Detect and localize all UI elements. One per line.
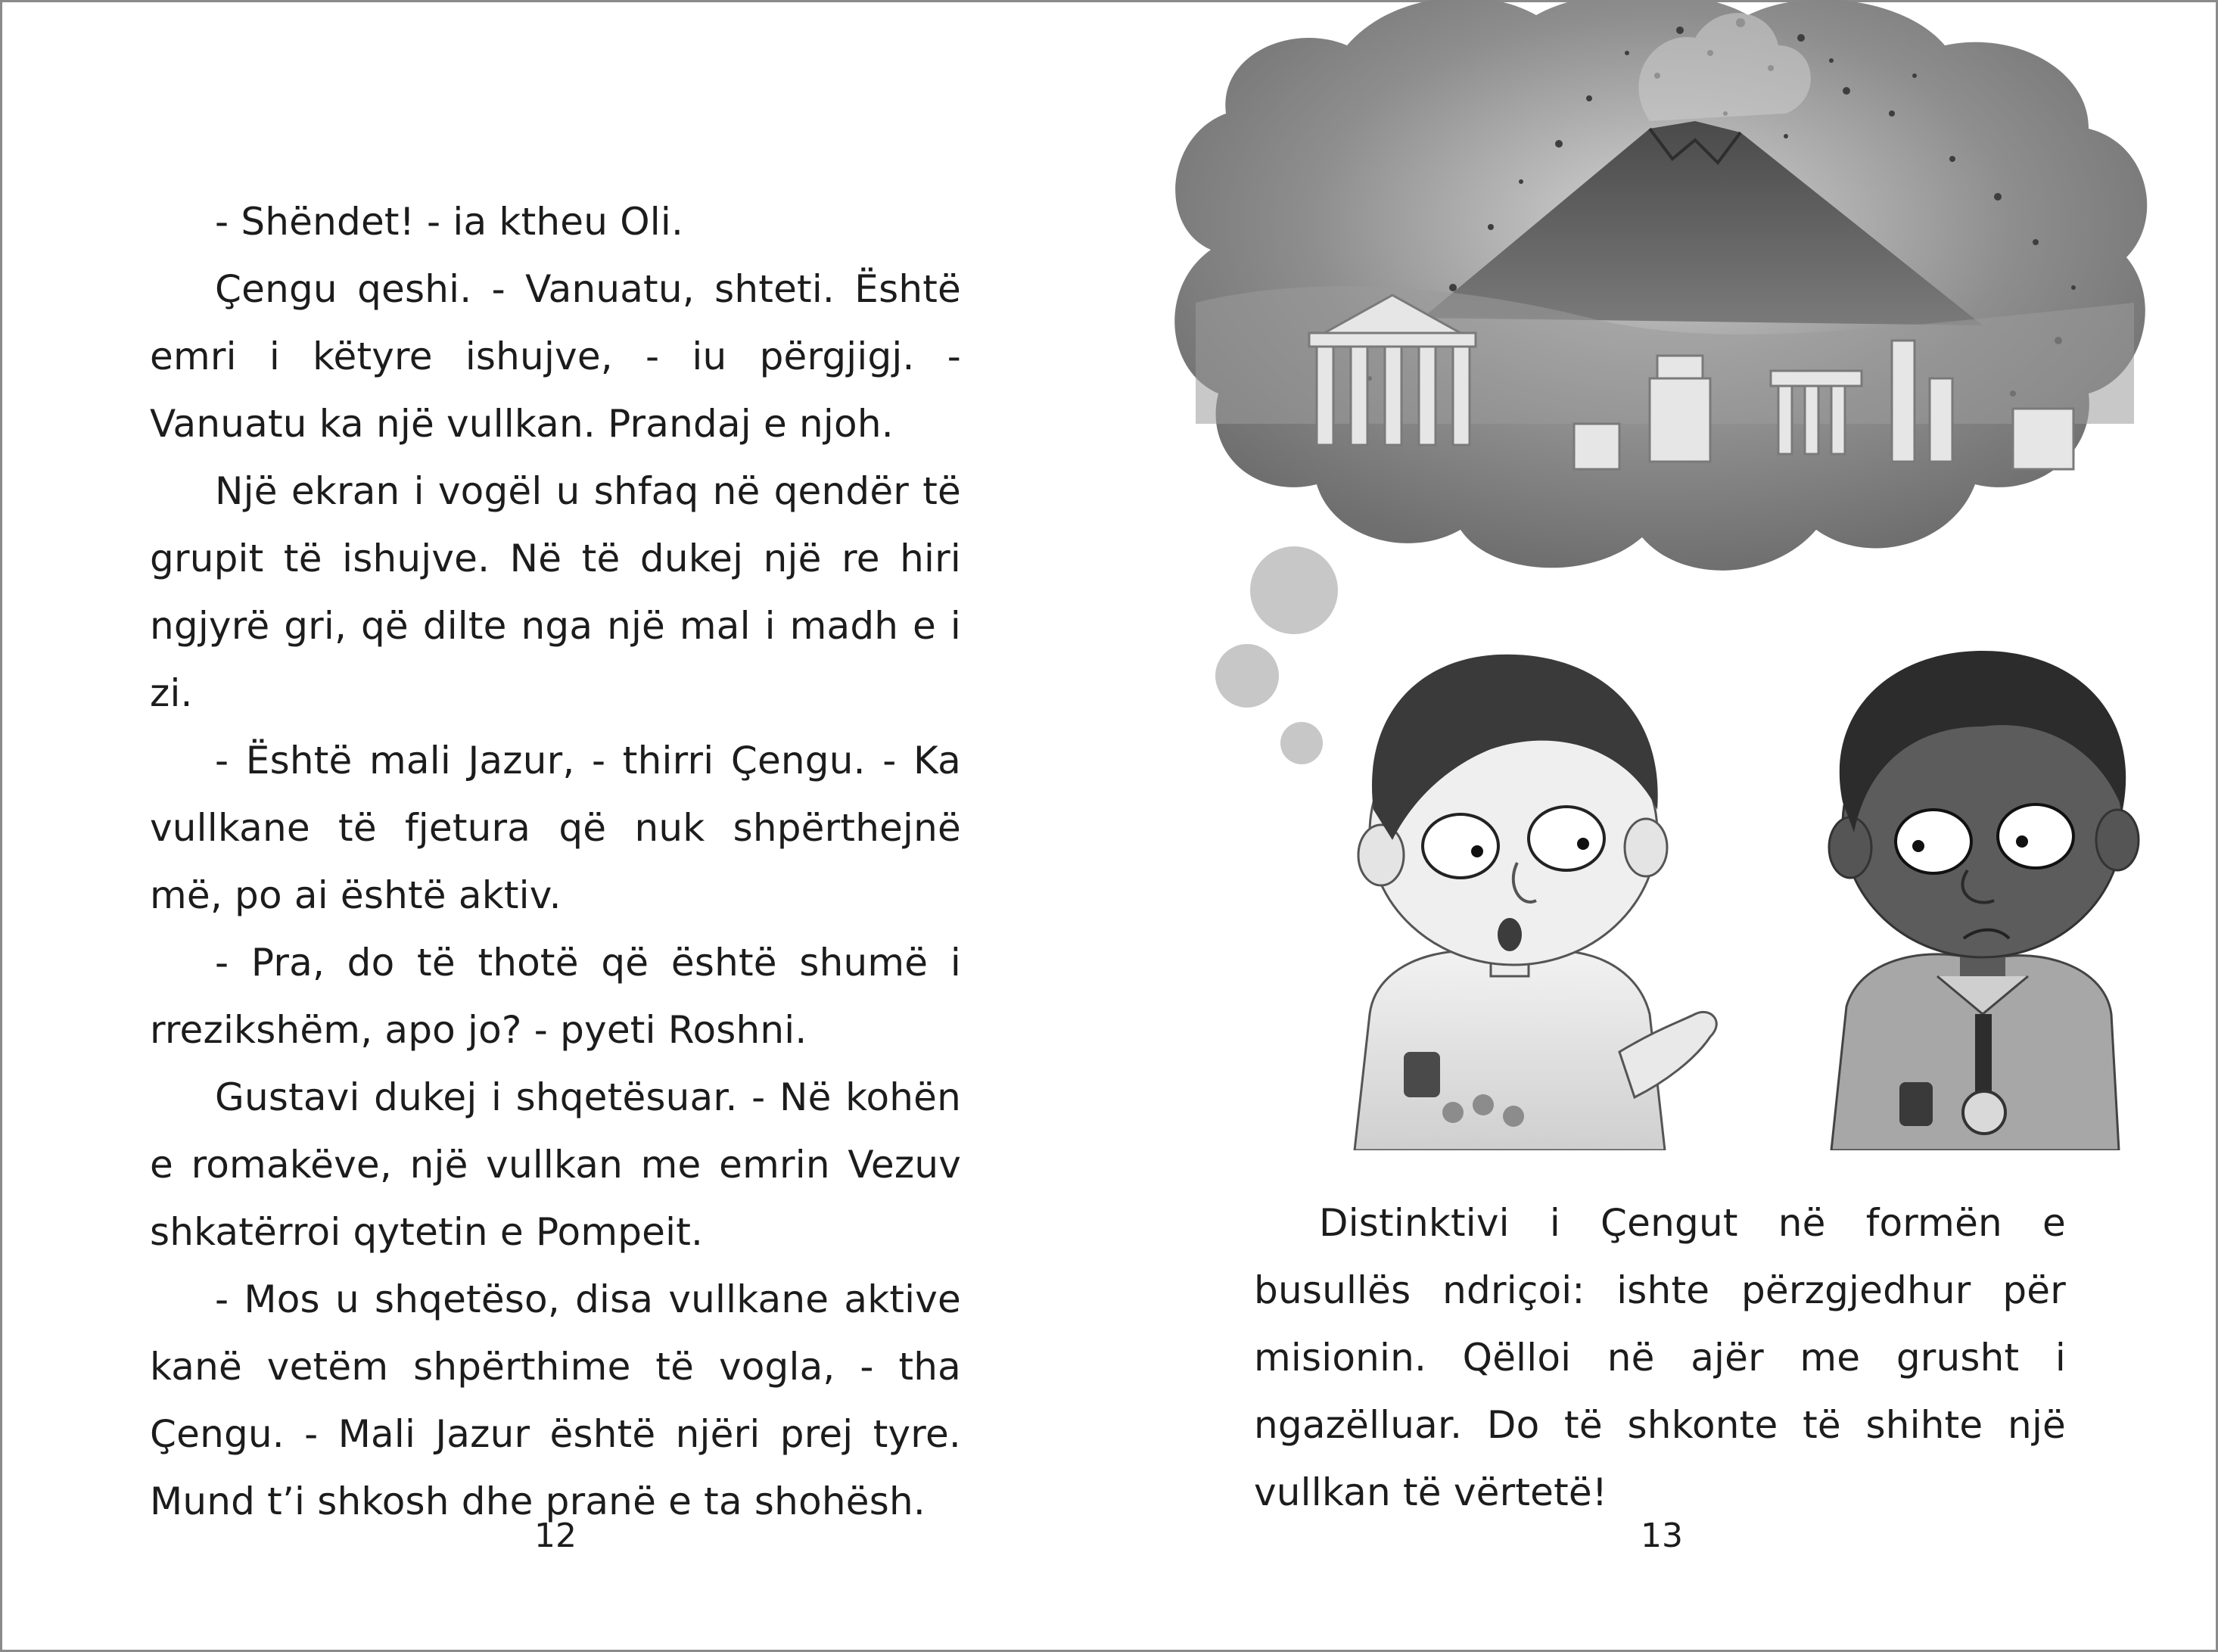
thought-bubble-icon [1250,546,1338,634]
paragraph: - Shëndet! - ia ktheu Oli. [215,200,684,244]
paragraph: - Mos u shqetëso, disa vullkane aktive kanë vetëm shpërthime të vogla, - tha Çengu. - Mali Jazur është njëri prej tyre. Mund t’i shkosh dhe pranë e ta shohësh. [150,1277,961,1523]
left-page-text [150,188,961,1535]
thought-cloud-icon [1174,0,2147,571]
paragraph: Një ekran i vogël u shfaq në qendër të grupit të ishujve. Në të dukej një re hiri ngjyrë gri, që dilte nga një mal i madh e i zi. [150,469,961,715]
paragraph: Çengu qeshi. - Vanuatu, shteti. Është emri i këtyre ishujve, - iu përgjigj. - Vanuatu ka një vullkan. Prandaj e njoh. [150,267,961,446]
paragraph: Gustavi dukej i shqetësuar. - Në kohën e romakëve, një vullkan me emrin Vezuv shkatërroi qytetin e Pompeit. [150,1075,961,1254]
boy-right-icon [1829,651,2139,1150]
paragraph: - Është mali Jazur, - thirri Çengu. - Ka vullkane të fjetura që nuk shpërthejnë më, po ai është aktiv. [150,739,961,917]
illustration [1165,0,2179,1150]
thought-bubble-icon [1215,644,1279,708]
boy-left-icon [1355,655,1716,1150]
paragraph: Distinktivi i Çengut në formën e busullës ndriçoi: ishte përzgjedhur për misionin. Qëlloi në ajër me grusht i ngazëlluar. Do të shkonte të shihte një vullkan të vërtetë! [1254,1201,2066,1514]
page-number-right: 13 [1641,1517,1683,1555]
right-page-text [1254,1190,2066,1526]
thought-bubble-icon [1280,722,1323,764]
paragraph: - Pra, do të thotë që është shumë i rrezikshëm, apo jo? - pyeti Roshni. [150,941,961,1052]
page-number-left: 12 [534,1517,577,1555]
